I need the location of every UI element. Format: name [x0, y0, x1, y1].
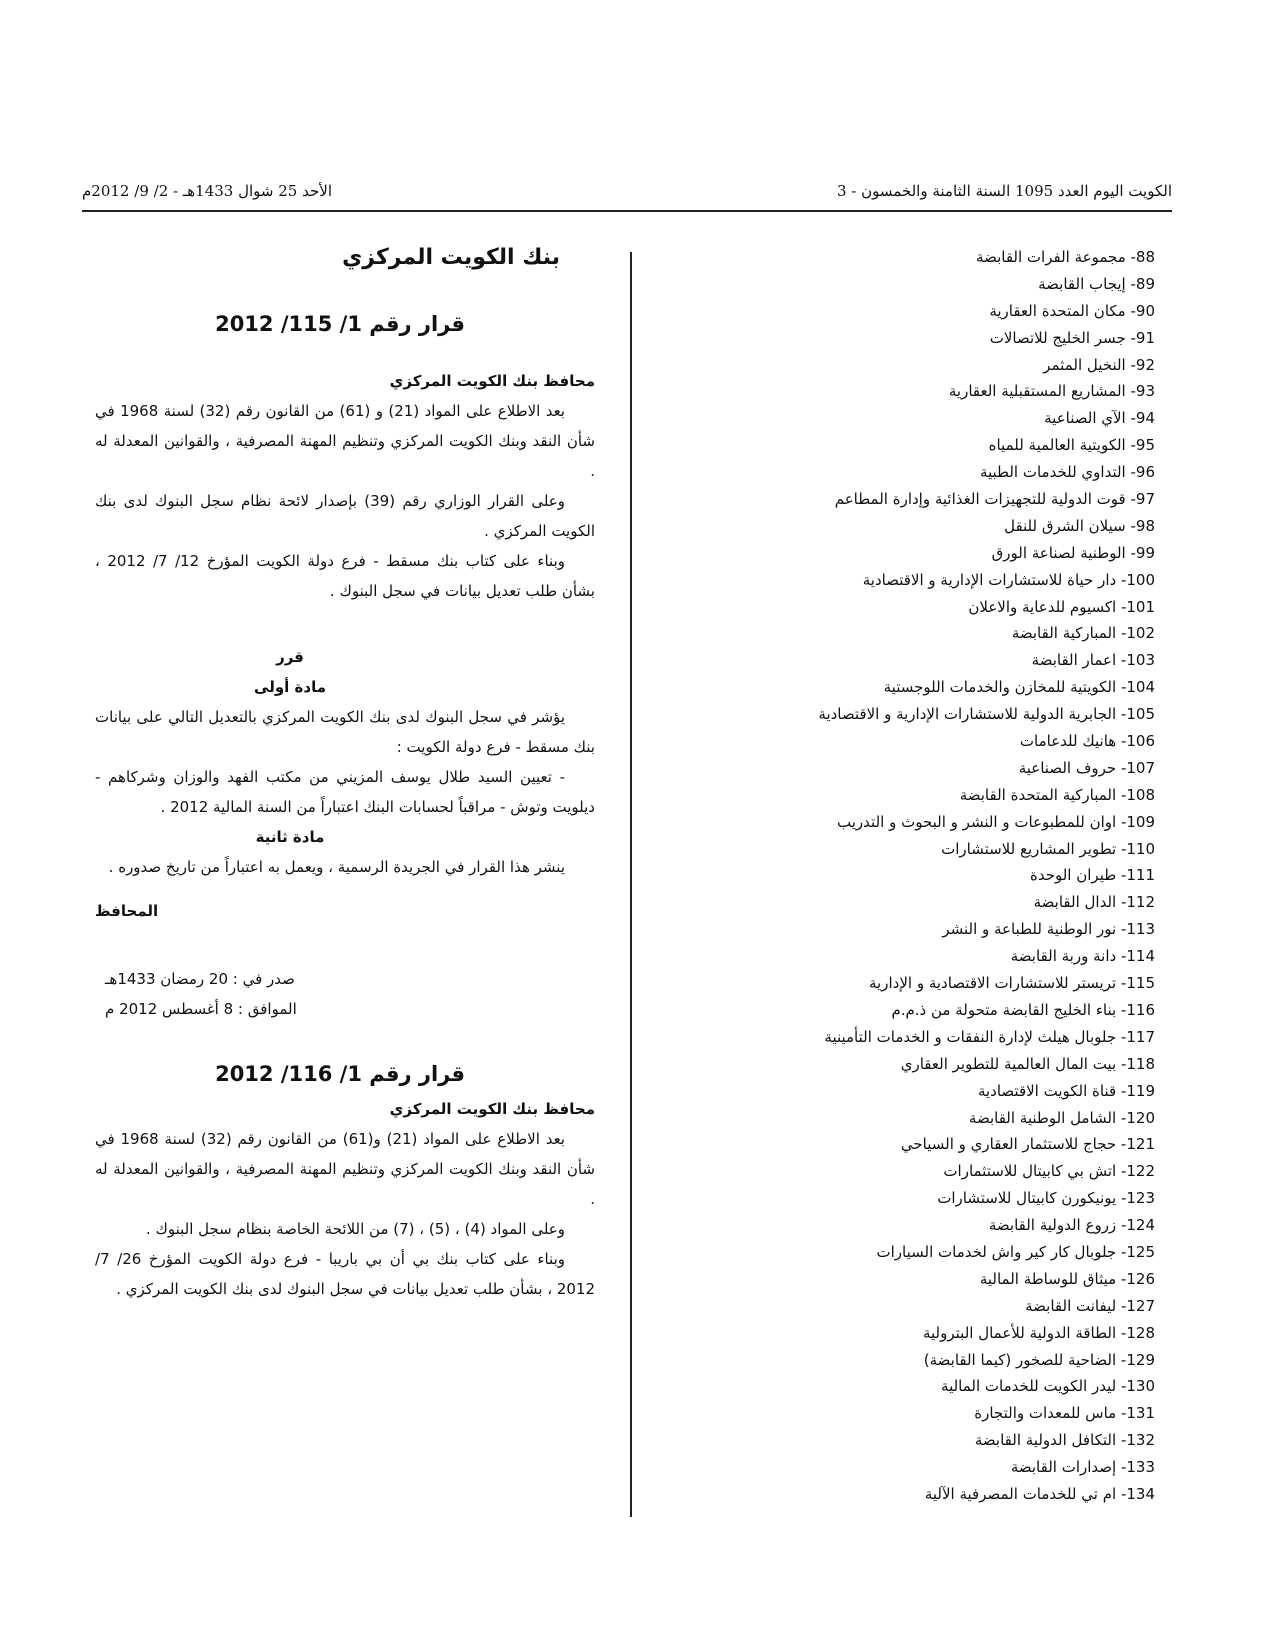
- decision-2-title: قرار رقم 1/ 116/ 2012: [215, 1062, 465, 1086]
- company-list-item: 127- ليفانت القابضة: [1025, 1296, 1155, 1315]
- company-list-item: 106- هانيك للدعامات: [1019, 732, 1155, 751]
- header-date: الأحد 25 شوال 1433هـ - 2/ 9/ 2012م: [82, 182, 332, 200]
- company-list-item: 89- إيجاب القابضة: [1038, 274, 1155, 293]
- company-list-item: 117- جلوبال هيلث لإدارة النفقات و الخدمات التأمينية: [824, 1027, 1155, 1046]
- company-list-item: 99- الوطنية لصناعة الورق: [991, 543, 1155, 562]
- decision-1-paragraph-2: وعلى القرار الوزاري رقم (39) بإصدار لائحة نظام سجل البنوك لدى بنك الكويت المركزي .: [95, 492, 595, 540]
- page-header: [82, 178, 1172, 210]
- company-list-item: 126- ميثاق للوساطة المالية: [979, 1269, 1155, 1288]
- header-divider: [82, 210, 1172, 212]
- article-2-text: ينشر هذا القرار في الجريدة الرسمية ، ويعمل به اعتباراً من تاريخ صدوره .: [108, 858, 565, 876]
- company-list-item: 88- مجموعة الفرات القابضة: [976, 248, 1155, 266]
- bank-title: بنك الكويت المركزي: [342, 245, 560, 270]
- company-list-item: 105- الجابرية الدولية للاستشارات الإدارية و الاقتصادية: [818, 705, 1155, 724]
- company-list-item: 120- الشامل الوطنية القابضة: [968, 1108, 1155, 1127]
- company-list-item: 128- الطاقة الدولية للأعمال البترولية: [922, 1323, 1155, 1342]
- company-list-item: 118- بيت المال العالمية للتطوير العقاري: [900, 1054, 1155, 1073]
- decision-2-paragraph-3: وبناء على كتاب بنك بي أن بي باريبا - فرع دولة الكويت المؤرخ 26/ 7/ 2012 ، بشأن طلب تعديل بيانات في سجل البنوك لدى بنك الكويت المركزي .: [95, 1250, 595, 1298]
- company-list-item: 98- سيلان الشرق للنقل: [1004, 516, 1155, 535]
- company-list-item: 113- نور الوطنية للطباعة و النشر: [942, 920, 1155, 939]
- company-list-item: 119- قناة الكويت الاقتصادية: [977, 1081, 1155, 1100]
- company-list-item: 108- المباركية المتحدة القابضة: [959, 785, 1155, 804]
- governor-signature: المحافظ: [95, 902, 159, 920]
- company-list-item: 91- جسر الخليج للاتصالات: [989, 328, 1155, 347]
- decision-1-paragraph-1: بعد الاطلاع على المواد (21) و (61) من القانون رقم (32) لسنة 1968 في شأن النقد وبنك الكويت المركزي وتنظيم المهنة المصرفية ، والقوانين المعدلة له .: [95, 402, 595, 480]
- decision-2-paragraph-1: بعد الاطلاع على المواد (21) و(61) من القانون رقم (32) لسنة 1968 في شأن النقد وبنك الكويت المركزي وتنظيم المهنة المصرفية ، والقوانين المعدلة له .: [95, 1130, 595, 1208]
- company-list-item: 102- المباركية القابضة: [1011, 624, 1155, 643]
- decision-1-issuer: محافظ بنك الكويت المركزي: [389, 372, 595, 390]
- company-list-item: 96- التداوي للخدمات الطبية: [979, 463, 1155, 482]
- company-list-item: 114- دانة وربة القابضة: [1010, 947, 1155, 966]
- company-list-item: 112- الدال القابضة: [1033, 893, 1155, 912]
- company-list-item: 121- حجاج للاستثمار العقاري و السياحي: [900, 1135, 1155, 1154]
- decides-heading: قرر: [276, 648, 304, 666]
- company-list-item: 133- إصدارات القابضة: [1010, 1458, 1155, 1477]
- decision-2-issuer: محافظ بنك الكويت المركزي: [389, 1100, 595, 1118]
- company-list-item: 109- اوان للمطبوعات و النشر و البحوث و التدريب: [837, 812, 1155, 831]
- company-list-item: 90- مكان المتحدة العقارية: [989, 301, 1155, 320]
- header-issue-info: الكويت اليوم العدد 1095 السنة الثامنة والخمسون - 3: [836, 182, 1172, 200]
- company-list-item: 110- تطوير المشاريع للاستشارات: [941, 839, 1155, 858]
- company-list-item: 104- الكويتية للمخازن والخدمات اللوجستية: [883, 678, 1155, 697]
- company-list-item: 93- المشاريع المستقبلية العقارية: [948, 382, 1155, 401]
- company-list-item: 132- التكافل الدولية القابضة: [974, 1431, 1155, 1450]
- decision-2-paragraph-2: وعلى المواد (4) ، (5) ، (7) من اللائحة الخاصة بنظام سجل البنوك .: [145, 1220, 565, 1238]
- company-list-item: 94- الآي الصناعية: [1044, 409, 1155, 428]
- company-list-item: 134- ام تي للخدمات المصرفية الآلية: [924, 1484, 1155, 1503]
- company-list-item: 130- ليدر الكويت للخدمات المالية: [941, 1377, 1155, 1396]
- company-list-item: 107- حروف الصناعية: [1018, 758, 1155, 777]
- company-list-item: 97- قوت الدولية للتجهيزات الغذائية وإدارة المطاعم: [834, 490, 1155, 509]
- company-list-item: 92- النخيل المثمر: [1043, 355, 1155, 374]
- company-list: [680, 244, 1170, 1504]
- company-list-item: 124- زروع الدولية القابضة: [988, 1216, 1155, 1235]
- company-list-item: 122- اتش بي كابيتال للاستثمارات: [943, 1162, 1155, 1181]
- company-list-item: 125- جلوبال كار كير واش لخدمات السيارات: [876, 1242, 1155, 1261]
- article-1-text: يؤشر في سجل البنوك لدى بنك الكويت المركزي بالتعديل التالي على بيانات بنك مسقط - فرع دولة الكويت :: [95, 708, 595, 756]
- company-list-item: 103- اعمار القابضة: [1031, 651, 1155, 670]
- article-2-title: مادة ثانية: [255, 828, 325, 846]
- decision-1-title: قرار رقم 1/ 115/ 2012: [215, 312, 465, 336]
- column-divider: [630, 252, 632, 1517]
- company-list-item: 129- الضاحية للصخور (كيما القابضة): [923, 1350, 1155, 1369]
- company-list-item: 115- تريستر للاستشارات الاقتصادية و الإدارية: [869, 974, 1155, 993]
- decision-1-paragraph-3: وبناء على كتاب بنك مسقط - فرع دولة الكويت المؤرخ 12/ 7/ 2012 ، بشأن طلب تعديل بيانات في سجل البنوك .: [95, 552, 595, 600]
- company-list-item: 116- بناء الخليج القابضة متحولة من ذ.م.م: [891, 1000, 1155, 1019]
- company-list-item: 123- يونيكورن كابيتال للاستشارات: [937, 1189, 1155, 1208]
- issued-date: صدر في : 20 رمضان 1433هـ: [105, 970, 295, 988]
- company-list-item: 111- طيران الوحدة: [1029, 866, 1155, 885]
- corresponding-date: الموافق : 8 أغسطس 2012 م: [105, 1000, 297, 1018]
- decisions-column: [95, 236, 595, 1536]
- article-1-title: مادة أولى: [254, 678, 326, 696]
- company-list-item: 101- اكسيوم للدعاية والاعلان: [968, 597, 1155, 616]
- company-list-item: 131- ماس للمعدات والتجارة: [974, 1404, 1155, 1423]
- article-1-item: - تعيين السيد طلال يوسف المزيني من مكتب الفهد والوزان وشركاهم - ديلويت وتوش - مراقباً لحسابات البنك اعتباراً من السنة المالية 2012 .: [95, 768, 595, 816]
- company-list-item: 95- الكويتية العالمية للمياه: [988, 436, 1155, 455]
- company-list-item: 100- دار حياة للاستشارات الإدارية و الاقتصادية: [862, 570, 1155, 589]
